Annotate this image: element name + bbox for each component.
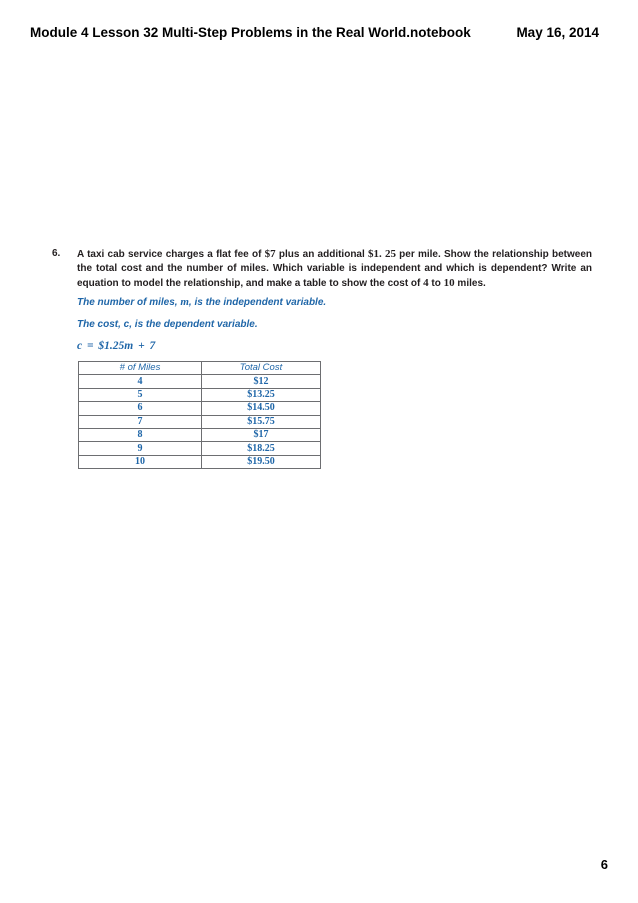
miles-cost-table (78, 361, 321, 469)
table-row (79, 415, 321, 428)
miles-cell: 7 (79, 415, 202, 428)
max-miles-value: 10 (443, 277, 455, 289)
answer-text: , is the independent variable. (188, 297, 327, 308)
notebook-date: May 16, 2014 (516, 25, 599, 40)
problem-text-part: miles. (454, 278, 486, 289)
problem-text-part: per mile. Show the relationship between the total cost and the number of miles. Which variable is independent and which is dependent? Write an equation to model the relationship, and make a table to show the cost of (77, 249, 593, 289)
table-row (79, 388, 321, 401)
cost-cell: $17 (202, 428, 321, 441)
miles-column-header: # of Miles (79, 362, 202, 375)
page-number: 6 (600, 857, 608, 872)
notebook-title: Module 4 Lesson 32 Multi-Step Problems in the Real World.notebook (30, 25, 471, 40)
cost-cell: $19.50 (202, 455, 321, 468)
cost-cell: $12 (202, 375, 321, 388)
dependent-variable-answer: The cost, c, is the dependent variable. (77, 319, 258, 330)
table-row (79, 428, 321, 441)
flat-fee-value: $7 (264, 248, 276, 260)
miles-cell: 6 (79, 402, 202, 415)
answer-text: The number of miles, (77, 297, 181, 308)
table-row (79, 442, 321, 455)
per-mile-rate-value: $1. 25 (368, 248, 396, 260)
cost-column-header: Total Cost (202, 362, 321, 375)
table-row (79, 375, 321, 388)
problem-text-part: plus an additional (275, 249, 368, 260)
cost-equation: c = $1.25m + 7 (77, 340, 156, 352)
variable-m: m (180, 296, 189, 308)
miles-cell: 4 (79, 375, 202, 388)
problem-text-part: A taxi cab service charges a flat fee of (77, 249, 265, 260)
table-row (79, 455, 321, 468)
cost-cell: $14.50 (202, 402, 321, 415)
cost-cell: $15.75 (202, 415, 321, 428)
miles-cell: 10 (79, 455, 202, 468)
problem-number: 6. (52, 248, 61, 259)
miles-cell: 5 (79, 388, 202, 401)
problem-statement (52, 247, 592, 291)
problem-text (77, 247, 592, 291)
miles-cell: 8 (79, 428, 202, 441)
cost-cell: $13.25 (202, 388, 321, 401)
table-row (79, 402, 321, 415)
table-header-row (79, 362, 321, 375)
min-miles-value: 4 (423, 277, 429, 289)
problem-text-part: to (428, 278, 444, 289)
independent-variable-answer (77, 296, 326, 308)
cost-cell: $18.25 (202, 442, 321, 455)
miles-cell: 9 (79, 442, 202, 455)
